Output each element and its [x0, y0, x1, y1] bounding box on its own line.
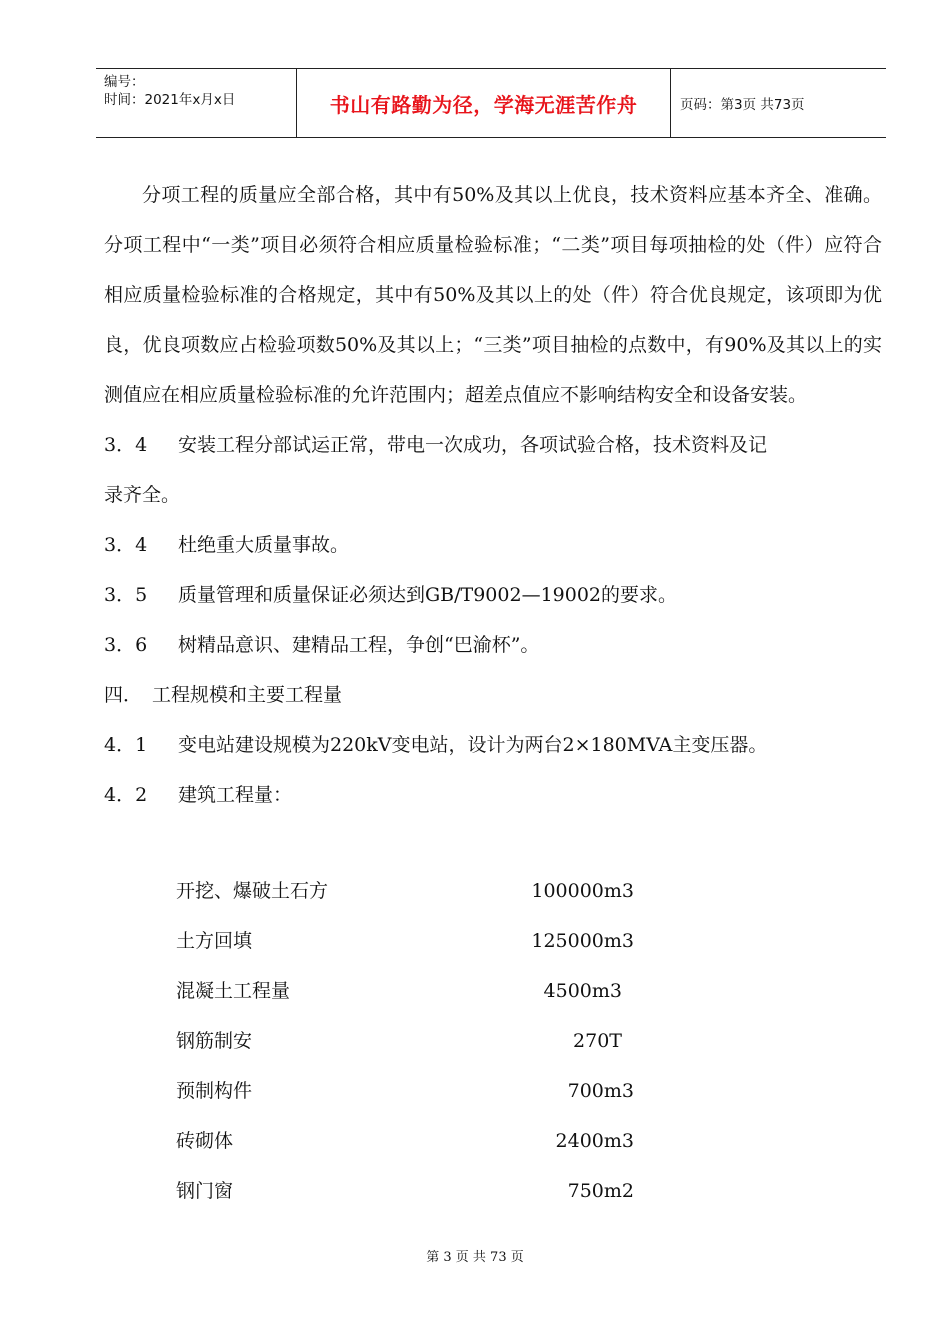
section-text: 安装工程分部试运正常，带电一次成功，各项试验合格，技术资料及记 [178, 434, 768, 456]
header-motto: 书山有路勤为径，学海无涯苦作舟 [329, 92, 638, 117]
list-item [176, 916, 676, 966]
quantity-name: 钢门窗 [176, 1180, 234, 1202]
header-page-label: 页码：第3页 共73页 [680, 97, 805, 113]
list-item [176, 966, 676, 1016]
section-3-4-a-cont: 录齐全。 [104, 484, 181, 506]
section-number: 四． [104, 684, 143, 706]
section-3-4-a [104, 420, 882, 470]
section-4-1 [104, 720, 882, 770]
quantity-value: 4500m3 [543, 980, 622, 1002]
section-number: 3．5 [104, 584, 148, 606]
quantity-value: 700m3 [567, 1080, 634, 1102]
section-text: 杜绝重大质量事故。 [178, 534, 350, 556]
section-number: 3．6 [104, 634, 148, 656]
quantity-name: 预制构件 [176, 1080, 253, 1102]
section-heading: 工程规模和主要工程量 [152, 684, 343, 706]
section-3-5 [104, 570, 882, 620]
quantity-name: 钢筋制安 [176, 1030, 253, 1052]
section-number: 4．1 [104, 734, 148, 756]
number-label: 编号： [104, 74, 145, 90]
section-text: 质量管理和质量保证必须达到GB/T9002—19002的要求。 [178, 584, 678, 606]
paragraph-quality-standard: 分项工程的质量应全部合格，其中有50%及其以上优良，技术资料应基本齐全、准确。分项工程中“一类”项目必须符合相应质量检验标准；“二类”项目每项抽检的处（件）应符合相应质量检验标准的合格规定，其中有50%及其以上的处（件）符合优良规定，该项即为优良，优良项数应占检验项数50%及其以上；“三类”项目抽检的点数中，有90%及其以上的实测值应在相应质量检验标准的允许范围内；超差点值应不影响结构安全和设备安装。 [104, 184, 882, 406]
section-4-heading [104, 670, 882, 720]
list-item [176, 1116, 676, 1166]
section-number: 3．4 [104, 434, 148, 456]
section-number: 4．2 [104, 784, 148, 806]
quantity-name: 混凝土工程量 [176, 980, 291, 1002]
header-meta [104, 73, 294, 109]
list-item [176, 1066, 676, 1116]
section-4-2 [104, 770, 882, 820]
quantity-value: 2400m3 [555, 1130, 634, 1152]
page-header [96, 68, 886, 138]
document-body [104, 170, 882, 820]
section-text: 树精品意识、建精品工程，争创“巴渝杯”。 [178, 634, 540, 656]
section-3-4-b [104, 520, 882, 570]
quantity-list [176, 866, 676, 1216]
quantity-name: 砖砌体 [176, 1130, 234, 1152]
list-item [176, 1166, 676, 1216]
quantity-value: 270T [573, 1030, 622, 1052]
page-footer: 第 3 页 共 73 页 [426, 1250, 524, 1265]
section-text: 建筑工程量： [178, 784, 293, 806]
section-text: 变电站建设规模为220kV变电站，设计为两台2×180MVA主变压器。 [178, 734, 768, 756]
list-item [176, 866, 676, 916]
quantity-name: 土方回填 [176, 930, 253, 952]
time-label: 时间：2021年x月x日 [104, 92, 236, 108]
header-divider [670, 69, 671, 137]
quantity-name: 开挖、爆破土石方 [176, 880, 329, 902]
quantity-value: 750m2 [567, 1180, 634, 1202]
quantity-value: 100000m3 [531, 880, 634, 902]
list-item [176, 1016, 676, 1066]
quantity-value: 125000m3 [531, 930, 634, 952]
section-3-6 [104, 620, 882, 670]
section-number: 3．4 [104, 534, 148, 556]
